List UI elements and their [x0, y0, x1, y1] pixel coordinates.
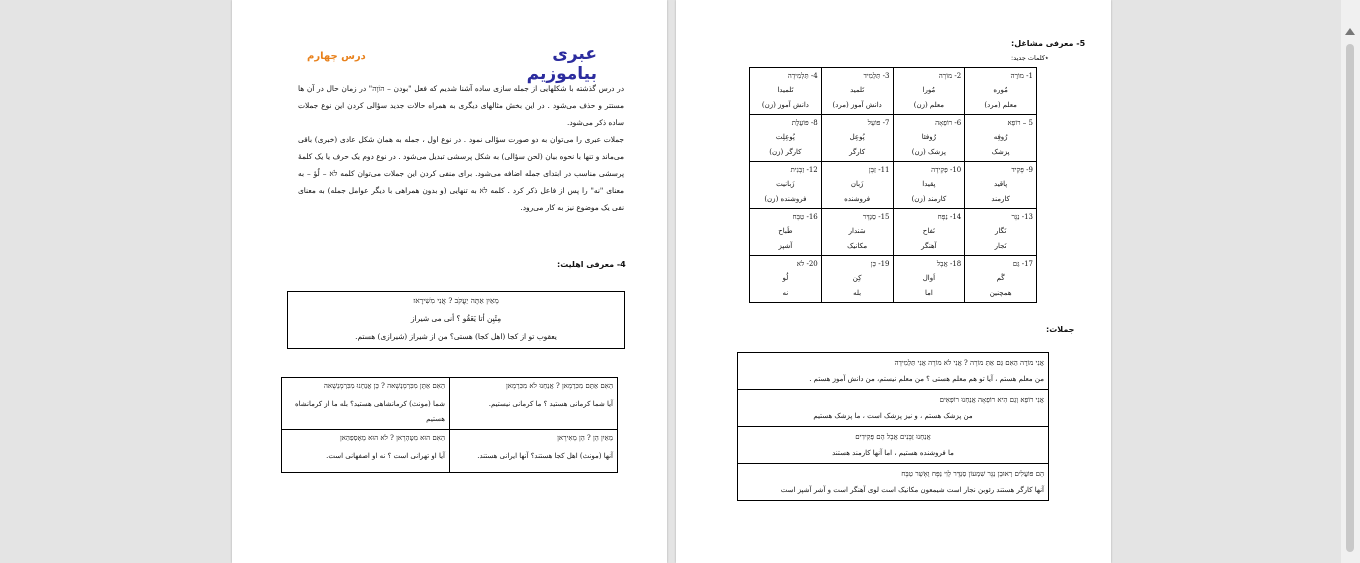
- vocab-row: [750, 209, 1037, 256]
- sentence-block: אֲנִי מוֹרֶה הַאִם גַּם אַתְּ מוֹרָה ? אֲנִי לֹא מוֹרָה אֲנִי תַּלְמִידָה من معلم هستم ، آیا تو هم معلم هستی ؟ من معلم نیستم، من دانش آموز هستم .: [737, 353, 1049, 390]
- vocab-he: 2- מוֹרָה: [938, 72, 962, 80]
- vocab-fa: بله: [853, 289, 862, 297]
- vocab-tr: گَم: [996, 274, 1005, 282]
- vocab-fa: مکانیک: [847, 242, 868, 250]
- vocab-he: 12- זַבָּנִית: [790, 166, 818, 174]
- vocab-fa: آشپز: [778, 242, 793, 250]
- vocab-tr: مُوره: [993, 86, 1008, 94]
- vocab-he: 7- פּוֹעֵל: [867, 119, 890, 127]
- intro-paragraph: در درس گذشته با شکلهایی از جمله سازی ساده آشنا شدیم که فعل "بودن – הוֹוֶה" در زمان حال در آن ها مستتر و حذف می‌شود . در این بخش مثالهای دیگری به همراه حالات جدید سؤالی کردن این نوع جملات ساده ذکر می‌شود.: [298, 84, 624, 127]
- vocab-cell: [893, 115, 965, 162]
- vocab-cell: [893, 162, 965, 209]
- vocab-he: 9- פָּקִיד: [1011, 166, 1033, 174]
- sentences-heading: جملات:: [1046, 325, 1075, 334]
- vocab-fa: نه: [782, 289, 789, 297]
- vocab-cell: [750, 68, 822, 115]
- vocab-tr: رُوفئا: [921, 133, 937, 141]
- vocab-cell: [750, 162, 822, 209]
- vocab-cell: [750, 209, 822, 256]
- vocab-fa: نَجار: [994, 242, 1007, 250]
- vocab-cell: [965, 68, 1037, 115]
- section-5-heading: 5- معرفی مشاغل:: [1011, 39, 1086, 48]
- vocab-he: 6- רוֹפְאָה: [935, 119, 962, 127]
- vocab-fa: دانش آموز (زن): [761, 101, 809, 109]
- vocab-fa: معلم (زن): [913, 101, 945, 109]
- vocab-cell: [965, 256, 1037, 303]
- vocab-tr: لُو: [782, 274, 789, 282]
- vocab-tr: اَوال: [922, 274, 936, 282]
- table-cell: הַאִם אַתֶּם מִכִּרְמָאן ? אֲנַחְנוּ לֹא מִכִּרְמָאן آیا شما کرمانی هستید ؟ ما کرمانی نیستیم.: [450, 378, 618, 430]
- vocab-cell: [821, 209, 893, 256]
- vocab-he: 13- נַגָּר: [1011, 213, 1033, 221]
- vocab-cell: [821, 115, 893, 162]
- vocab-fa: اما: [924, 289, 933, 297]
- vocab-tr: زَبان: [850, 180, 864, 188]
- vocab-tr: رُوفِه: [993, 133, 1008, 141]
- new-words-subheading: ٭کلمات جدید:: [1011, 54, 1049, 62]
- vocab-row: [750, 162, 1037, 209]
- vocab-he: 19- כֵּן: [870, 260, 890, 268]
- vocab-cell: [965, 115, 1037, 162]
- vocab-cell: [750, 115, 822, 162]
- vocab-tr: پُوعِل: [849, 133, 865, 141]
- hebrew-line: מֵאַיִן אַתָּה יַעֲקֹב ? אֲנִי מִשִׁירָאז: [413, 296, 499, 305]
- vocab-tr: کِن: [852, 274, 862, 282]
- vocab-fa: کارگر: [849, 148, 866, 156]
- vocab-fa: معلم (مرد): [984, 101, 1017, 109]
- section-4-heading: 4- معرفی اهلیت:: [557, 260, 626, 269]
- vocab-he: 16- טַבָּח: [792, 213, 818, 221]
- vocabulary-table: [749, 67, 1037, 303]
- lesson-number: درس چهارم: [307, 51, 366, 62]
- vocab-cell: [893, 209, 965, 256]
- vocab-row: [750, 115, 1037, 162]
- origin-sentences-table: [281, 377, 618, 473]
- vocab-he: 3- תַּלְמִיד: [863, 72, 890, 80]
- document-page-right: [676, 0, 1111, 563]
- table-cell: מֵאַיִן הֵן ? הֵן מֵאִירָאן آنها (مونث) اهل کجا هستند؟ آنها ایرانی هستند.: [450, 430, 618, 473]
- vocab-fa: دانش آموز (مرد): [832, 101, 882, 109]
- vocab-he: 5 – רוֹפֵא: [1007, 119, 1033, 127]
- vocab-fa: فروشنده: [844, 195, 871, 203]
- vocab-cell: [965, 162, 1037, 209]
- vocab-he: 18- אֲבָל: [936, 260, 962, 268]
- vocab-he: 1- מוֹרֶה: [1010, 72, 1033, 80]
- transliteration-line: مِئَیِن أتا یَعَقُو ؟ أنی می شیراز: [410, 314, 502, 323]
- vocab-tr: تَلمیدا: [777, 86, 794, 94]
- vocab-cell: [821, 256, 893, 303]
- scrollbar-thumb[interactable]: [1346, 44, 1354, 552]
- vocab-fa: پزشک: [991, 148, 1010, 156]
- document-page-left: [232, 0, 667, 563]
- sentence-block: אֲנַחְנוּ זַבָּנִים אֲבָל הֵם פְּקִידִים ما فروشنده هستیم ، اما آنها کارمند هستند: [737, 427, 1049, 464]
- vocab-he: 15- סַנְדָּר: [862, 213, 890, 221]
- vocab-tr: نَفاح: [922, 227, 935, 235]
- question-paragraph: جملات عبری را می‌توان به دو صورت سؤالی نمود . در نوع اول ، جمله به همان شکل عادی (خبری) باقی می‌ماند و تنها با نحوه بیان (لحن سؤالی) به شکل پرسشی تبدیل می‌شود . در نوع دوم یک حرف یا یک کلمهٔ پرسشی مناسب در ابتدای جمله اضافه می‌شود. برای منفی کردن این جملات می‌توان کلمه לֹא – لُؤ – به معنای "نه" را پس از فاعل ذکر کرد . کلمه לֹא به تنهایی (و بدون همراهی با دیگر عوامل جمله) به معنای نفی یک موضوع نیز به کار می‌رود.: [298, 135, 624, 212]
- vocab-he: 10- פְּקִידָה: [931, 166, 962, 174]
- vocab-he: 11- זַבָּן: [868, 166, 890, 174]
- persian-line: یعقوب تو از کجا (اهل کجا) هستی؟ من از شیراز (شیرازی) هستم.: [355, 332, 557, 341]
- lesson-title: عبری بیاموزیم: [526, 44, 597, 84]
- vocab-he: 14- נַפָּח: [937, 213, 962, 221]
- vocab-tr: مُورا: [922, 86, 936, 94]
- vocab-cell: [893, 68, 965, 115]
- vocab-he: 4- תַּלְמִידָה: [787, 72, 818, 80]
- sentences-table: [737, 352, 1049, 501]
- vocab-fa: کارمند (زن): [911, 195, 947, 203]
- vocab-tr: پُوعِلِت: [775, 133, 795, 141]
- vocab-tr: زَبانیت: [776, 180, 795, 188]
- origin-example-box: [287, 291, 625, 349]
- vocab-tr: تَلمید: [850, 86, 865, 94]
- vocab-fa: فروشنده (زن): [764, 195, 807, 203]
- sentence-block: הֵם פּוֹעֲלִים רְאוּבֵן נַגָּר שִׁמְעוֹן סַנְדָּר לֵוִי נַפָּח וְאָשֵׁר טַבָּח آنها کارگر هستند رئوبن نجار است شیمعون مکانیک است لوی آهنگر است و آشر آشپز است: [737, 464, 1049, 501]
- vocab-row: [750, 256, 1037, 303]
- vocab-cell: [893, 256, 965, 303]
- vocab-he: 17- גַּם: [1012, 260, 1033, 268]
- vocab-fa: پزشک (زن): [911, 148, 946, 156]
- scroll-up-arrow-icon[interactable]: [1345, 28, 1355, 35]
- sentence-block: אֲנִי רוֹפֵא וְגַם הִיא רוֹפְאָה אֲנַחְנוּ רוֹפְאִים من پزشک هستم ، و نیز پزشک است ، ما پزشک هستیم: [737, 390, 1049, 427]
- vocab-tr: نَگار: [994, 227, 1007, 235]
- vocab-row: [750, 68, 1037, 115]
- table-cell: הַאִם הוּא מִטֶּהְרָאן ? לֹא הוּא מֵאֶסְפַהַאן آیا او تهرانی است ؟ نه او اصفهانی است.: [282, 430, 450, 473]
- vocab-cell: [965, 209, 1037, 256]
- vocab-fa: کارگر (زن): [769, 148, 802, 156]
- vocab-tr: پقیدا: [922, 180, 936, 188]
- vocab-tr: سَندار: [848, 227, 866, 235]
- vocab-he: 8- פּוֹעֶלֶת: [791, 119, 818, 127]
- vocab-fa: همچنین: [989, 289, 1012, 297]
- vocab-fa: آهنگر: [921, 242, 937, 250]
- vocab-cell: [821, 68, 893, 115]
- vocab-cell: [750, 256, 822, 303]
- vocab-he: 20- לֹא: [796, 260, 818, 268]
- vocab-tr: پاقید: [994, 180, 1008, 188]
- vocab-tr: طَباح: [778, 227, 793, 235]
- vocab-cell: [821, 162, 893, 209]
- table-cell: הַאִם אַתֶּן מִכִּרְמָנְשָׁאה ? כֵּן אֲנַחְנוּ מִכִּרְמָנְשָׁאה شما (مونث) کرمانشاهی هستید؟ بله ما از کرمانشاه هستیم: [282, 378, 450, 430]
- vocab-fa: کارمند: [991, 195, 1010, 203]
